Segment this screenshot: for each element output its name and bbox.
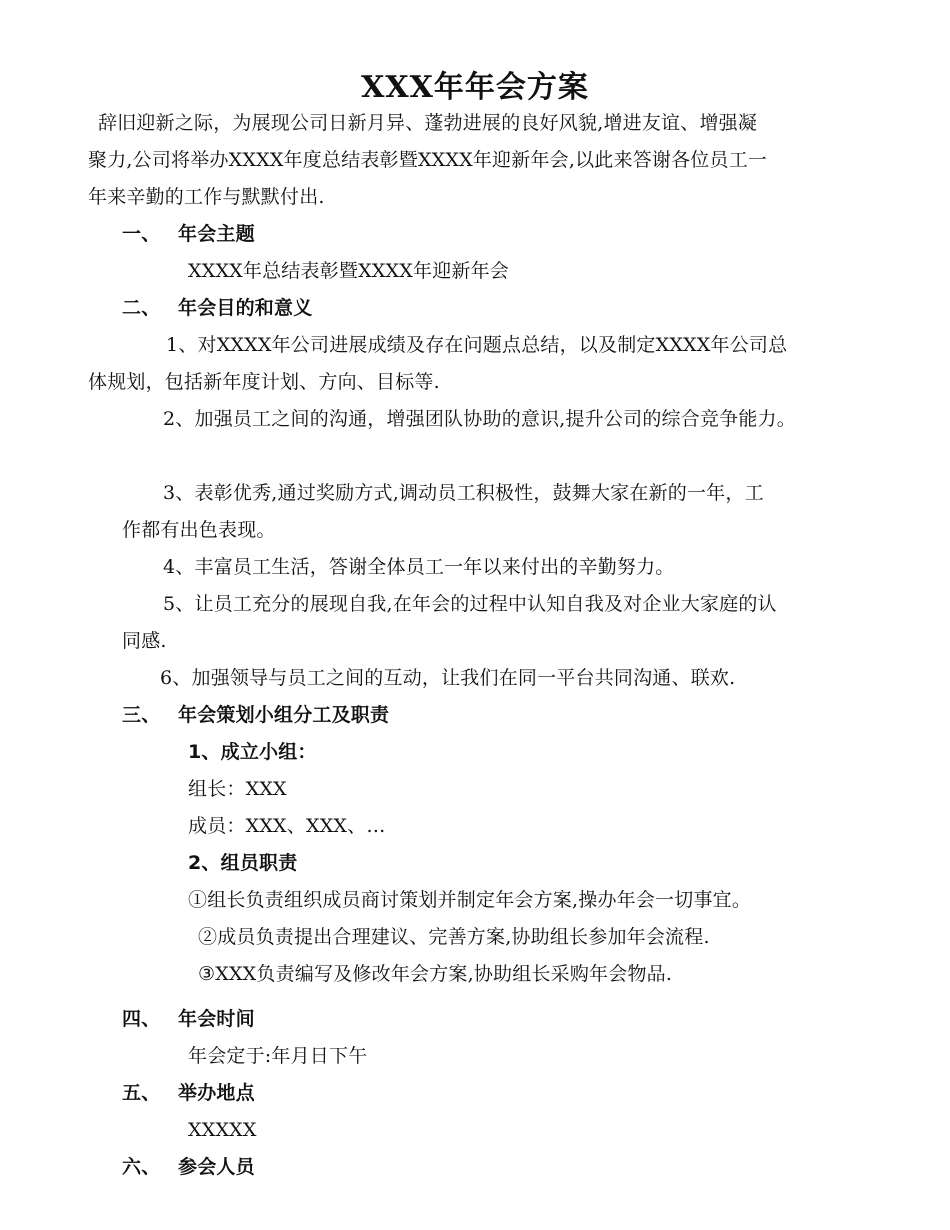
purpose-item-6: 6、加强领导与员工之间的互动，让我们在同一平台共同沟通、联欢.: [160, 667, 736, 689]
purpose-item-5-cont: 同感.: [122, 630, 167, 652]
section-5-body: XXXXX: [188, 1119, 257, 1141]
purpose-item-4: 4、丰富员工生活，答谢全体员工一年以来付出的辛勤努力。: [163, 556, 675, 578]
section-heading-2: [122, 295, 312, 321]
document-title: XXX年年会方案: [361, 70, 589, 105]
purpose-item-1-cont: 体规划，包括新年度计划、方向、目标等.: [88, 371, 440, 393]
purpose-item-2: 2、加强员工之间的沟通，增强团队协助的意识,提升公司的综合竞争能力。: [163, 408, 796, 430]
section-number: 四、: [122, 1008, 161, 1030]
section-label: 年会策划小组分工及职责: [178, 704, 390, 726]
intro-line-2: 聚力,公司将举办XXXX年度总结表彰暨XXXX年迎新年会,以此来答谢各位员工一: [88, 149, 768, 171]
section-heading-5: [122, 1080, 255, 1106]
purpose-item-3: 3、表彰优秀,通过奖励方式,调动员工积极性，鼓舞大家在新的一年，工: [163, 482, 764, 504]
section-number: 六、: [122, 1156, 161, 1178]
duty-item-3: ③XXX负责编写及修改年会方案,协助组长采购年会物品.: [198, 963, 673, 985]
section-label: 举办地点: [178, 1082, 255, 1104]
section-heading-3: [122, 702, 389, 728]
subheading-duties: 2、组员职责: [188, 852, 298, 874]
section-heading-6: [122, 1154, 255, 1180]
duty-item-1: ①组长负责组织成员商讨策划并制定年会方案,操办年会一切事宜。: [188, 889, 752, 911]
intro-line-3: 年来辛勤的工作与默默付出.: [88, 186, 325, 208]
section-number: 二、: [122, 297, 161, 319]
purpose-item-3-cont: 作都有出色表现。: [122, 519, 276, 541]
section-number: 五、: [122, 1082, 161, 1104]
section-label: 年会目的和意义: [178, 297, 313, 319]
section-heading-1: [122, 221, 255, 247]
subheading-form-group: 1、成立小组：: [188, 741, 317, 763]
section-number: 三、: [122, 704, 161, 726]
section-4-body: 年会定于:年月日下午: [188, 1045, 368, 1067]
group-leader: 组长：XXX: [188, 778, 287, 800]
intro-line-1: 辞旧迎新之际，为展现公司日新月异、蓬勃进展的良好风貌,增进友谊、增强凝: [98, 112, 758, 134]
purpose-item-5: 5、让员工充分的展现自我,在年会的过程中认知自我及对企业大家庭的认: [163, 593, 777, 615]
purpose-item-1: 1、对XXXX年公司进展成绩及存在问题点总结，以及制定XXXX年公司总: [166, 334, 788, 356]
section-label: 参会人员: [178, 1156, 255, 1178]
section-label: 年会时间: [178, 1008, 255, 1030]
duty-item-2: ②成员负责提出合理建议、完善方案,协助组长参加年会流程.: [198, 926, 710, 948]
section-heading-4: [122, 1006, 255, 1032]
group-members: 成员：XXX、XXX、…: [188, 815, 386, 837]
section-label: 年会主题: [178, 223, 255, 245]
section-1-body: XXXX年总结表彰暨XXXX年迎新年会: [188, 260, 510, 282]
section-number: 一、: [122, 223, 161, 245]
